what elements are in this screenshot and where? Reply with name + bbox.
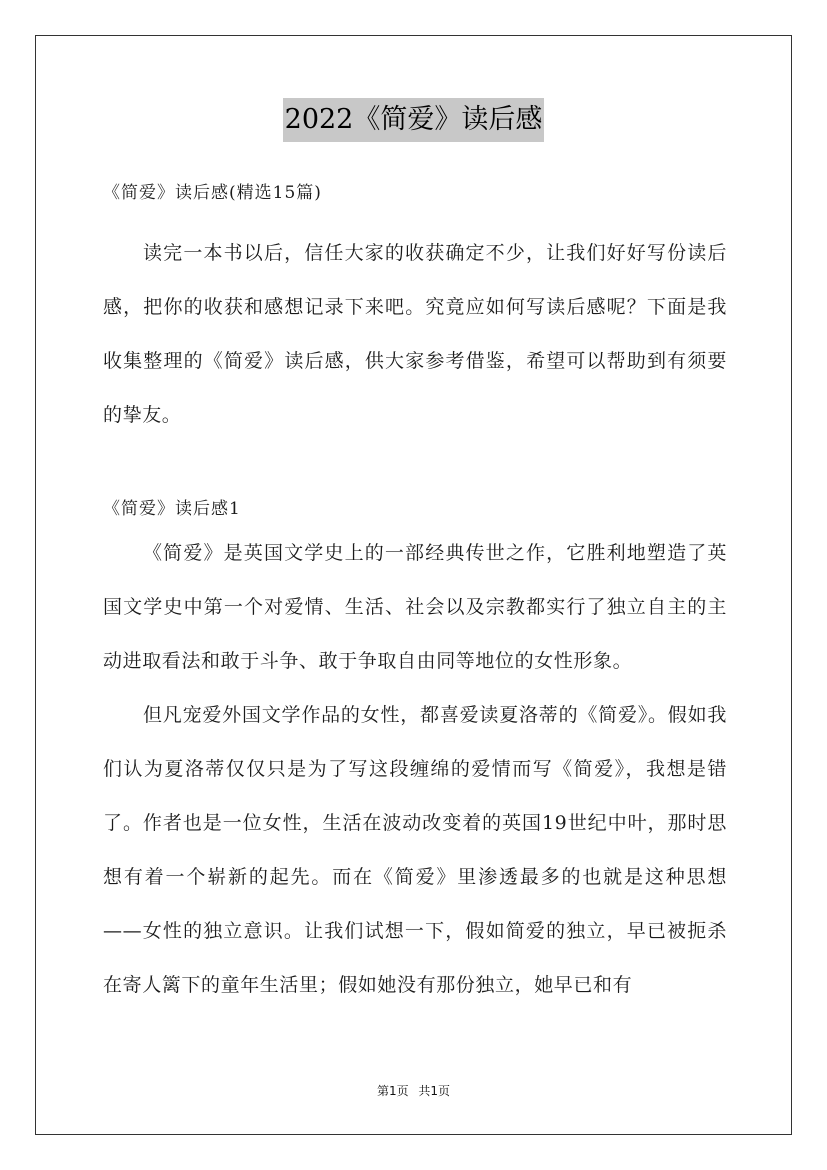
intro-paragraph: 读完一本书以后，信任大家的收获确定不少，让我们好好写份读后感，把你的收获和感想记录下来吧。究竟应如何写读后感呢？下面是我收集整理的《简爱》读后感，供大家参考借鉴，希望可以帮助到有须要的挚友。: [103, 242, 727, 426]
document-title: 2022《简爱》读后感: [283, 98, 545, 142]
title-container: [0, 98, 827, 142]
section-heading: 《简爱》读后感1: [103, 499, 241, 519]
document-subtitle: 《简爱》读后感(精选15篇): [103, 183, 322, 203]
document-body: [103, 176, 727, 1012]
page-number: 第1页: [376, 1084, 409, 1098]
page-footer: [0, 1082, 827, 1100]
body-paragraph-2: 但凡宠爱外国文学作品的女性，都喜爱读夏洛蒂的《简爱》。假如我们认为夏洛蒂仅仅只是为了写这段缠绵的爱情而写《简爱》，我想是错了。作者也是一位女性，生活在波动改变着的英国19世纪中叶，那时思想有着一个崭新的起先。而在《简爱》里渗透最多的也就是这种思想——女性的独立意识。让我们试想一下，假如简爱的独立，早已被扼杀在寄人篱下的童年生活里；假如她没有那份独立，她早已和有: [103, 704, 727, 996]
body-paragraph-1: 《简爱》是英国文学史上的一部经典传世之作，它胜利地塑造了英国文学史中第一个对爱情、生活、社会以及宗教都实行了独立自主的主动进取看法和敢于斗争、敢于争取自由同等地位的女性形象。: [103, 542, 727, 672]
page-total: 共1页: [418, 1084, 451, 1098]
